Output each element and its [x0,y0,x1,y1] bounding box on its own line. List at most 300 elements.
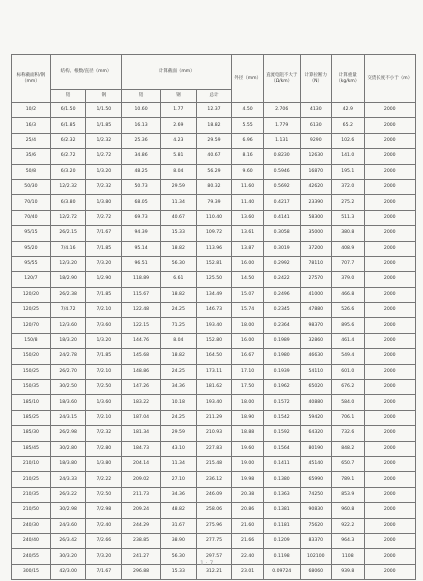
cell-breaking-force: 12630 [300,149,331,164]
cell-nominal-area: 210/35 [12,487,51,502]
cell-structure-steel: 7/2.32 [86,179,122,194]
table-row [12,533,416,548]
cell-area-total: 113.96 [196,241,232,256]
cell-delivery-length: 2000 [364,287,415,302]
cell-diameter: 11.60 [232,179,263,194]
cell-weight: 650.7 [332,456,365,471]
cell-structure-al: 24/2.78 [50,349,86,364]
cell-nominal-area: 210/10 [12,456,51,471]
cell-resistance: 0.1542 [263,410,300,425]
cell-area-total: 134.49 [196,287,232,302]
cell-nominal-area: 240/30 [12,518,51,533]
cell-area-total: 12.37 [196,103,232,118]
cell-delivery-length: 2000 [364,179,415,194]
cell-nominal-area: 70/40 [12,210,51,225]
cell-structure-steel: 1/3.60 [86,395,122,410]
cell-delivery-length: 2000 [364,272,415,287]
cell-structure-al: 26/2.15 [50,226,86,241]
cell-structure-al: 30/2.80 [50,441,86,456]
cell-resistance: 0.1939 [263,364,300,379]
table-row [12,456,416,471]
cell-nominal-area: 95/15 [12,226,51,241]
cell-area-al: 25.36 [122,133,161,148]
cell-breaking-force: 4130 [300,103,331,118]
cell-weight: 461.4 [332,333,365,348]
table-row [12,318,416,333]
cell-resistance: 0.1209 [263,533,300,548]
cell-nominal-area: 185/25 [12,410,51,425]
cell-area-steel: 29.59 [160,179,196,194]
cell-structure-al: 6/2.72 [50,149,86,164]
cell-breaking-force: 64320 [300,426,331,441]
cell-area-al: 10.60 [122,103,161,118]
cell-breaking-force: 42620 [300,179,331,194]
cell-nominal-area: 120/7 [12,272,51,287]
cell-structure-steel: 7/1.67 [86,226,122,241]
cell-weight: 789.1 [332,472,365,487]
cell-area-steel: 34.36 [160,380,196,395]
cell-nominal-area: 185/30 [12,426,51,441]
cell-delivery-length: 2000 [364,241,415,256]
cell-area-total: 109.72 [196,226,232,241]
cell-resistance: 0.09724 [263,564,300,579]
cell-area-steel: 10.18 [160,395,196,410]
cell-delivery-length: 2000 [364,364,415,379]
table-row [12,487,416,502]
cell-resistance: 0.2345 [263,303,300,318]
cell-weight: 706.1 [332,410,365,425]
cell-area-steel: 24.25 [160,303,196,318]
header-area-steel: 钢 [160,90,196,103]
header-nominal-area: 标称截面积/钢（mm） [12,55,51,103]
cell-diameter: 15.74 [232,303,263,318]
cell-diameter: 8.16 [232,149,263,164]
cell-area-steel: 43.10 [160,441,196,456]
cell-breaking-force: 9290 [300,133,331,148]
cell-structure-steel: 7/2.10 [86,303,122,318]
cell-nominal-area: 35/6 [12,149,51,164]
cell-area-al: 144.76 [122,333,161,348]
cell-breaking-force: 40880 [300,395,331,410]
cell-area-steel: 18.82 [160,349,196,364]
cell-area-al: 69.73 [122,210,161,225]
cell-structure-al: 6/1.85 [50,118,86,133]
cell-structure-steel: 7/2.50 [86,380,122,395]
cell-area-total: 227.83 [196,441,232,456]
cell-area-al: 145.68 [122,349,161,364]
cell-weight: 526.6 [332,303,365,318]
cell-area-al: 115.67 [122,287,161,302]
cell-resistance: 0.1592 [263,426,300,441]
table-row [12,226,416,241]
cell-weight: 922.2 [332,518,365,533]
cell-area-al: 187.04 [122,410,161,425]
cell-breaking-force: 32860 [300,333,331,348]
cell-area-steel: 27.10 [160,472,196,487]
table-row [12,395,416,410]
header-diameter: 外径（mm） [232,55,263,103]
header-weight: 计算重量（kg/km） [332,55,365,103]
cell-diameter: 17.50 [232,380,263,395]
cell-area-al: 148.86 [122,364,161,379]
cell-diameter: 21.60 [232,518,263,533]
cell-resistance: 0.2422 [263,272,300,287]
cell-nominal-area: 150/8 [12,333,51,348]
cell-area-total: 56.29 [196,164,232,179]
cell-breaking-force: 45140 [300,456,331,471]
header-structure: 结构、根数/直径（mm） [50,55,121,90]
cell-resistance: 1.779 [263,118,300,133]
cell-nominal-area: 95/20 [12,241,51,256]
cell-weight: 964.3 [332,533,365,548]
table-row [12,103,416,118]
cell-weight: 466.8 [332,287,365,302]
cell-area-total: 297.57 [196,549,232,564]
cell-area-total: 193.40 [196,395,232,410]
cell-nominal-area: 210/25 [12,472,51,487]
cell-diameter: 16.67 [232,349,263,364]
cell-delivery-length: 2000 [364,349,415,364]
table-row [12,410,416,425]
cell-area-al: 16.13 [122,118,161,133]
cell-nominal-area: 10/2 [12,103,51,118]
cell-weight: 1108 [332,549,365,564]
cell-structure-steel: 7/2.80 [86,441,122,456]
cell-diameter: 13.60 [232,210,263,225]
cell-delivery-length: 2000 [364,256,415,271]
cell-breaking-force: 80190 [300,441,331,456]
cell-diameter: 19.98 [232,472,263,487]
cell-delivery-length: 2000 [364,487,415,502]
cell-area-steel: 38.90 [160,533,196,548]
cell-delivery-length: 2000 [364,503,415,518]
cell-structure-steel: 1/3.80 [86,195,122,210]
table-row [12,272,416,287]
cell-delivery-length: 2000 [364,164,415,179]
cell-nominal-area: 95/55 [12,256,51,271]
cell-nominal-area: 210/50 [12,503,51,518]
cell-breaking-force: 90830 [300,503,331,518]
cell-resistance: 0.1363 [263,487,300,502]
cell-resistance: 0.1411 [263,456,300,471]
cell-area-steel: 29.59 [160,426,196,441]
cell-area-al: 147.26 [122,380,161,395]
table-row [12,195,416,210]
cell-resistance: 0.2496 [263,287,300,302]
cell-diameter: 19.60 [232,441,263,456]
table-row [12,118,416,133]
cell-structure-al: 24/3.60 [50,518,86,533]
cell-area-steel: 11.34 [160,195,196,210]
cell-diameter: 22.40 [232,549,263,564]
cell-area-total: 18.82 [196,118,232,133]
cell-structure-steel: 7/2.98 [86,503,122,518]
cell-area-al: 296.88 [122,564,161,579]
cell-area-al: 118.89 [122,272,161,287]
cell-breaking-force: 74250 [300,487,331,502]
cell-structure-al: 18/3.60 [50,395,86,410]
cell-structure-steel: 1/2.72 [86,149,122,164]
cell-area-total: 312.21 [196,564,232,579]
table-row [12,503,416,518]
table-row [12,210,416,225]
header-resistance: 直流电阻不大于（Ω/km） [263,55,300,103]
table-row [12,518,416,533]
cell-structure-al: 26/2.98 [50,426,86,441]
cell-diameter: 15.07 [232,287,263,302]
cell-weight: 848.2 [332,441,365,456]
cell-breaking-force: 41000 [300,287,331,302]
table-body [12,103,416,580]
cell-breaking-force: 68060 [300,564,331,579]
cell-diameter: 18.88 [232,426,263,441]
cell-structure-al: 12/3.60 [50,318,86,333]
cell-structure-steel: 7/3.20 [86,256,122,271]
cell-resistance: 0.1980 [263,349,300,364]
table-row [12,472,416,487]
cell-area-al: 96.51 [122,256,161,271]
cell-structure-al: 24/3.15 [50,410,86,425]
cell-weight: 676.2 [332,380,365,395]
cell-structure-steel: 1/3.20 [86,333,122,348]
cell-delivery-length: 2000 [364,426,415,441]
cell-weight: 195.1 [332,164,365,179]
cell-resistance: 0.4141 [263,210,300,225]
cell-structure-al: 6/2.32 [50,133,86,148]
cell-breaking-force: 6130 [300,118,331,133]
cell-delivery-length: 2000 [364,303,415,318]
cell-resistance: 1.131 [263,133,300,148]
table-row [12,256,416,271]
cell-breaking-force: 102100 [300,549,331,564]
cell-weight: 372.0 [332,179,365,194]
cell-structure-al: 7/4.16 [50,241,86,256]
cell-nominal-area: 120/70 [12,318,51,333]
cell-resistance: 0.1198 [263,549,300,564]
cell-area-steel: 24.25 [160,364,196,379]
cell-diameter: 18.90 [232,410,263,425]
cell-structure-steel: 7/2.72 [86,210,122,225]
cell-breaking-force: 23390 [300,195,331,210]
header-area-al: 铝 [122,90,161,103]
cell-area-total: 258.06 [196,503,232,518]
cell-structure-al: 18/3.20 [50,333,86,348]
cell-structure-steel: 1/3.20 [86,164,122,179]
cell-weight: 601.0 [332,364,365,379]
cell-structure-steel: 7/2.50 [86,487,122,502]
cell-delivery-length: 2000 [364,118,415,133]
cell-weight: 408.9 [332,241,365,256]
cell-area-steel: 18.82 [160,241,196,256]
cell-breaking-force: 27570 [300,272,331,287]
cell-area-al: 94.39 [122,226,161,241]
cell-area-al: 181.34 [122,426,161,441]
cell-structure-al: 18/3.80 [50,456,86,471]
cell-area-steel: 4.23 [160,133,196,148]
cell-area-total: 29.59 [196,133,232,148]
cell-diameter: 14.50 [232,272,263,287]
cell-breaking-force: 46630 [300,349,331,364]
cell-breaking-force: 37200 [300,241,331,256]
cell-area-total: 80.32 [196,179,232,194]
table-row [12,441,416,456]
cell-diameter: 21.66 [232,533,263,548]
cell-area-steel: 24.25 [160,410,196,425]
cell-nominal-area: 150/20 [12,349,51,364]
cell-nominal-area: 25/4 [12,133,51,148]
cell-structure-al: 7/4.72 [50,303,86,318]
cell-area-steel: 31.67 [160,518,196,533]
cell-area-steel: 48.82 [160,503,196,518]
cell-resistance: 0.8230 [263,149,300,164]
cell-structure-steel: 7/3.20 [86,549,122,564]
cell-delivery-length: 2000 [364,410,415,425]
cell-resistance: 0.2364 [263,318,300,333]
cell-structure-steel: 7/1.85 [86,349,122,364]
cell-area-total: 79.39 [196,195,232,210]
cell-structure-steel: 7/2.10 [86,410,122,425]
table-row [12,149,416,164]
cell-weight: 732.6 [332,426,365,441]
table-row [12,287,416,302]
cell-breaking-force: 16870 [300,164,331,179]
cell-structure-al: 12/2.32 [50,179,86,194]
table-row [12,333,416,348]
cell-weight: 380.8 [332,226,365,241]
cell-delivery-length: 2000 [364,441,415,456]
cell-weight: 102.6 [332,133,365,148]
cell-nominal-area: 240/40 [12,533,51,548]
cell-delivery-length: 2000 [364,210,415,225]
cell-weight: 707.7 [332,256,365,271]
cell-area-steel: 8.04 [160,333,196,348]
cell-weight: 379.0 [332,272,365,287]
header-structure-al: 铝 [50,90,86,103]
cell-weight: 141.0 [332,149,365,164]
table-row [12,364,416,379]
cell-resistance: 0.1181 [263,518,300,533]
cell-structure-al: 12/2.72 [50,210,86,225]
cell-area-steel: 40.67 [160,210,196,225]
cell-delivery-length: 2000 [364,395,415,410]
cell-nominal-area: 16/3 [12,118,51,133]
cell-structure-al: 24/3.33 [50,472,86,487]
cell-area-al: 244.29 [122,518,161,533]
cell-structure-al: 26/2.70 [50,364,86,379]
cell-breaking-force: 98370 [300,318,331,333]
cell-breaking-force: 75620 [300,518,331,533]
cell-breaking-force: 59420 [300,410,331,425]
cell-delivery-length: 2000 [364,333,415,348]
cell-resistance: 0.1380 [263,472,300,487]
cell-diameter: 9.60 [232,164,263,179]
cell-nominal-area: 185/45 [12,441,51,456]
cell-resistance: 0.1564 [263,441,300,456]
cell-breaking-force: 65990 [300,472,331,487]
table-row [12,349,416,364]
cell-breaking-force: 58300 [300,210,331,225]
cell-delivery-length: 2000 [364,549,415,564]
cell-area-al: 238.85 [122,533,161,548]
cell-structure-al: 26/3.42 [50,533,86,548]
cell-nominal-area: 150/35 [12,380,51,395]
cell-area-al: 241.27 [122,549,161,564]
table-row [12,549,416,564]
cell-nominal-area: 240/55 [12,549,51,564]
cell-structure-al: 26/3.22 [50,487,86,502]
cell-area-al: 209.02 [122,472,161,487]
cell-structure-al: 30/2.98 [50,503,86,518]
cell-diameter: 16.00 [232,333,263,348]
cell-structure-steel: 1/1.85 [86,118,122,133]
page-number: 1 · 7 [200,560,214,567]
cell-weight: 549.4 [332,349,365,364]
table-row [12,241,416,256]
cell-delivery-length: 2000 [364,456,415,471]
cell-area-al: 204.14 [122,456,161,471]
cell-resistance: 0.5946 [263,164,300,179]
cell-structure-steel: 7/1.85 [86,241,122,256]
cell-area-total: 164.50 [196,349,232,364]
header-structure-steel: 钢 [86,90,122,103]
cell-nominal-area: 150/25 [12,364,51,379]
cell-nominal-area: 185/10 [12,395,51,410]
cell-weight: 960.8 [332,503,365,518]
cell-breaking-force: 83370 [300,533,331,548]
cell-area-total: 152.80 [196,333,232,348]
cell-structure-steel: 7/3.60 [86,318,122,333]
cell-diameter: 13.87 [232,241,263,256]
cell-weight: 65.2 [332,118,365,133]
cell-area-steel: 8.04 [160,164,196,179]
cell-delivery-length: 2000 [364,103,415,118]
cell-area-total: 277.75 [196,533,232,548]
cell-resistance: 2.706 [263,103,300,118]
cell-area-steel: 34.36 [160,487,196,502]
cell-structure-steel: 7/2.22 [86,472,122,487]
cell-weight: 275.2 [332,195,365,210]
cell-nominal-area: 50/30 [12,179,51,194]
cell-diameter: 18.00 [232,395,263,410]
cell-weight: 511.3 [332,210,365,225]
cell-diameter: 16.00 [232,256,263,271]
cell-structure-al: 26/2.38 [50,287,86,302]
cell-nominal-area: 120/25 [12,303,51,318]
cell-delivery-length: 2000 [364,226,415,241]
cell-delivery-length: 2000 [364,564,415,579]
cell-structure-steel: 7/2.32 [86,426,122,441]
cell-delivery-length: 2000 [364,518,415,533]
cell-area-steel: 71.25 [160,318,196,333]
cell-resistance: 0.1572 [263,395,300,410]
cell-area-al: 184.73 [122,441,161,456]
cell-structure-steel: 1/2.90 [86,272,122,287]
cell-structure-al: 30/2.50 [50,380,86,395]
table-row [12,380,416,395]
cell-structure-steel: 7/1.85 [86,287,122,302]
cell-area-al: 209.24 [122,503,161,518]
cell-structure-al: 6/3.80 [50,195,86,210]
cell-resistance: 0.3019 [263,241,300,256]
cell-diameter: 19.00 [232,456,263,471]
cell-delivery-length: 2000 [364,318,415,333]
cell-area-total: 211.29 [196,410,232,425]
header-area-total: 总计 [196,90,232,103]
cell-area-al: 122.15 [122,318,161,333]
cell-weight: 939.8 [332,564,365,579]
conductor-spec-table [11,54,416,580]
table-row [12,426,416,441]
